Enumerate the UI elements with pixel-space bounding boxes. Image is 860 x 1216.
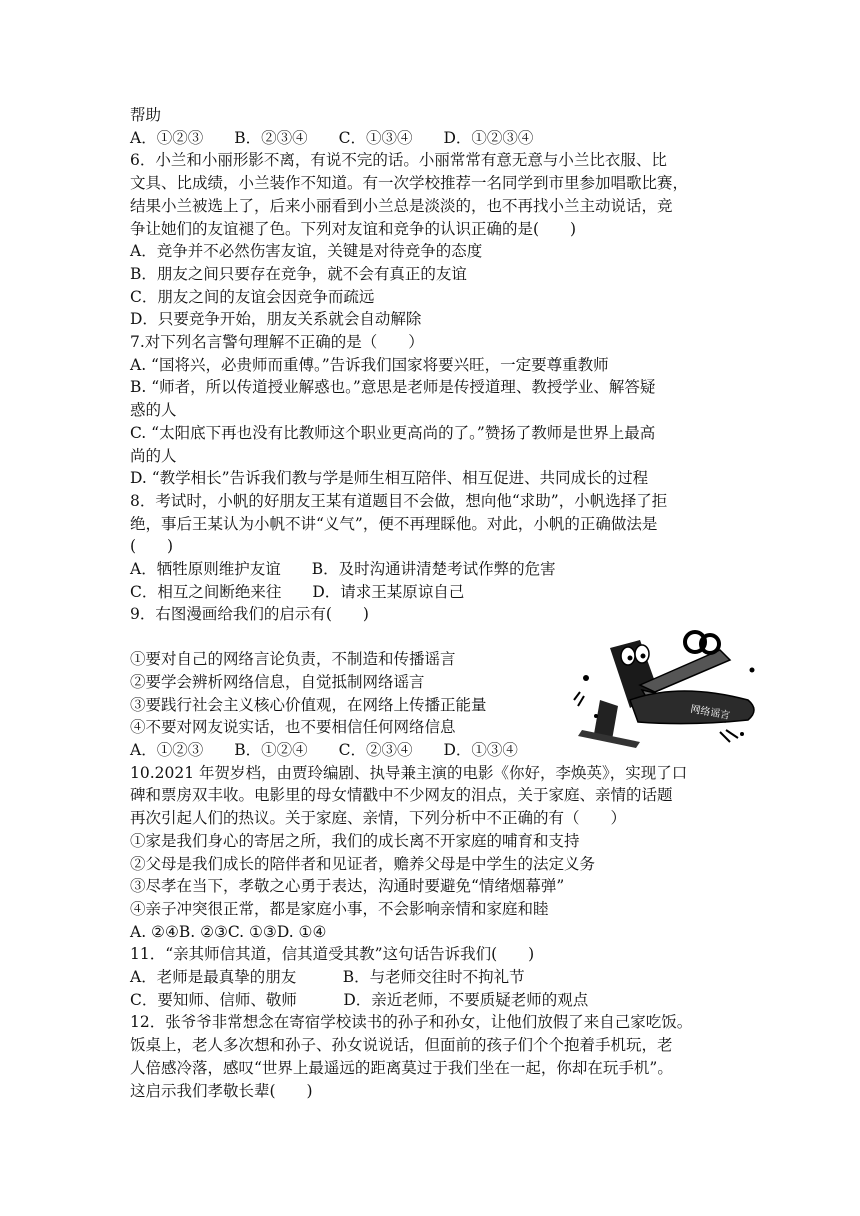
text-line: A．老师是最真挚的朋友 B．与老师交往时不拘礼节 bbox=[130, 968, 525, 987]
text-line: 12．张爷爷非常想念在寄宿学校读书的孙子和孙女，让他们放假了来自己家吃饭。 bbox=[130, 1013, 693, 1032]
text-line: 帮助 bbox=[130, 106, 162, 124]
text-line: 绝，事后王某认为小帆不讲“义气”，便不再理睬他。对此，小帆的正确做法是 bbox=[130, 514, 658, 533]
text-line: 再次引起人们的热议。关于家庭、亲情，下列分析中不正确的有（ ） bbox=[130, 809, 627, 828]
text-line: A．①②③ B．①②④ C．②③④ D．①③④ bbox=[130, 740, 518, 759]
text-line: 这启示我们孝敬长辈( ) bbox=[130, 1081, 313, 1100]
text-line: 争让她们的友谊褪了色。下列对友谊和竞争的认识正确的是( ) bbox=[130, 219, 577, 238]
text-line: C．相互之间断绝来往 D．请求王某原谅自己 bbox=[130, 582, 465, 601]
text-line: 9．右图漫画给我们的启示有( ) bbox=[130, 605, 369, 624]
text-line: 7.对下列名言警句理解不正确的是（ ） bbox=[130, 333, 424, 352]
text-line: 11．“亲其师信其道，信其道受其教”这句话告诉我们( ) bbox=[130, 945, 535, 964]
text-line: 尚的人 bbox=[130, 446, 177, 465]
text-line: ②父母是我们成长的陪伴者和见证者，赡养父母是中学生的法定义务 bbox=[130, 854, 596, 873]
text-line: A．①②③ B．②③④ C．①③④ D．①②③④ bbox=[130, 128, 534, 147]
text-line: 10.2021 年贺岁档，由贾玲编剧、执导兼主演的电影《你好，李焕英》，实现了口 bbox=[130, 763, 688, 782]
text-line: D. “教学相长”告诉我们教与学是师生相互陪伴、相互促进、共同成长的过程 bbox=[130, 469, 649, 488]
text-line: ①家是我们身心的寄居之所，我们的成长离不开家庭的哺育和支持 bbox=[130, 831, 580, 850]
text-line: C．朋友之间的友谊会因竞争而疏远 bbox=[130, 287, 375, 306]
text-line: ③要践行社会主义核心价值观，在网络上传播正能量 bbox=[130, 695, 487, 714]
text-line: A. ②④B. ②③C. ①③D. ①④ bbox=[130, 922, 327, 941]
text-line: A. “国将兴，必贵师而重傅。”告诉我们国家将要兴旺，一定要尊重教师 bbox=[130, 355, 609, 374]
text-line: 文具、比成绩，小兰装作不知道。有一次学校推荐一名同学到市里参加唱歌比赛， bbox=[130, 174, 689, 193]
speaker-face-eye-left bbox=[621, 647, 635, 665]
text-line: B．朋友之间只要存在竞争，就不会有真正的友谊 bbox=[130, 264, 467, 283]
text-line: 饭桌上，老人多次想和孙子、孙女说说话，但面前的孩子们个个抱着手机玩，老 bbox=[130, 1036, 673, 1055]
document-page bbox=[130, 104, 740, 1102]
cartoon-image bbox=[570, 630, 768, 750]
text-line: A．牺牲原则维护友谊 B．及时沟通讲清楚考试作弊的危害 bbox=[130, 560, 556, 579]
text-line: 碑和票房双丰收。电影里的母女情戳中不少网友的泪点，关于家庭、亲情的话题 bbox=[130, 786, 673, 805]
text-line: D．只要竞争开始，朋友关系就会自动解除 bbox=[130, 310, 422, 329]
text-line: 惑的人 bbox=[130, 401, 177, 420]
banner-label: 网络谣言 bbox=[689, 704, 731, 722]
text-line: B. “师者，所以传道授业解惑也。”意思是老师是传授道理、教授学业、解答疑 bbox=[130, 378, 656, 397]
text-line: 人倍感冷落，感叹“世界上最遥远的距离莫过于我们坐在一起，你却在玩手机”。 bbox=[130, 1058, 673, 1077]
text-line: 6．小兰和小丽形影不离，有说不完的话。小丽常常有意无意与小兰比衣服、比 bbox=[130, 151, 667, 170]
text-line: 结果小兰被选上了，后来小丽看到小兰总是淡淡的，也不再找小兰主动说话，竞 bbox=[130, 196, 673, 215]
text-line: 8．考试时，小帆的好朋友王某有道题目不会做，想向他“求助”，小帆选择了拒 bbox=[130, 491, 668, 510]
text-line: ①要对自己的网络言论负责，不制造和传播谣言 bbox=[130, 650, 456, 669]
text-line: ④不要对网友说实话，也不要相信任何网络信息 bbox=[130, 718, 456, 737]
text-line: ④亲子冲突很正常，都是家庭小事，不会影响亲情和家庭和睦 bbox=[130, 899, 549, 918]
scissors-blade-top bbox=[640, 650, 730, 692]
text-line: C. “太阳底下再也没有比教师这个职业更高尚的了。”赞扬了教师是世界上最高 bbox=[130, 423, 656, 442]
text-line: A．竞争并不必然伤害友谊，关键是对待竞争的态度 bbox=[130, 242, 483, 261]
text-line: ③尽孝在当下，孝敬之心勇于表达，沟通时要避免“情绪烟幕弹” bbox=[130, 877, 565, 896]
text-line: ②要学会辨析网络信息，自觉抵制网络谣言 bbox=[130, 672, 425, 691]
text-line: ( ) bbox=[130, 537, 174, 556]
text-line: C．要知师、信师、敬师 D．亲近老师，不要质疑老师的观点 bbox=[130, 990, 589, 1009]
